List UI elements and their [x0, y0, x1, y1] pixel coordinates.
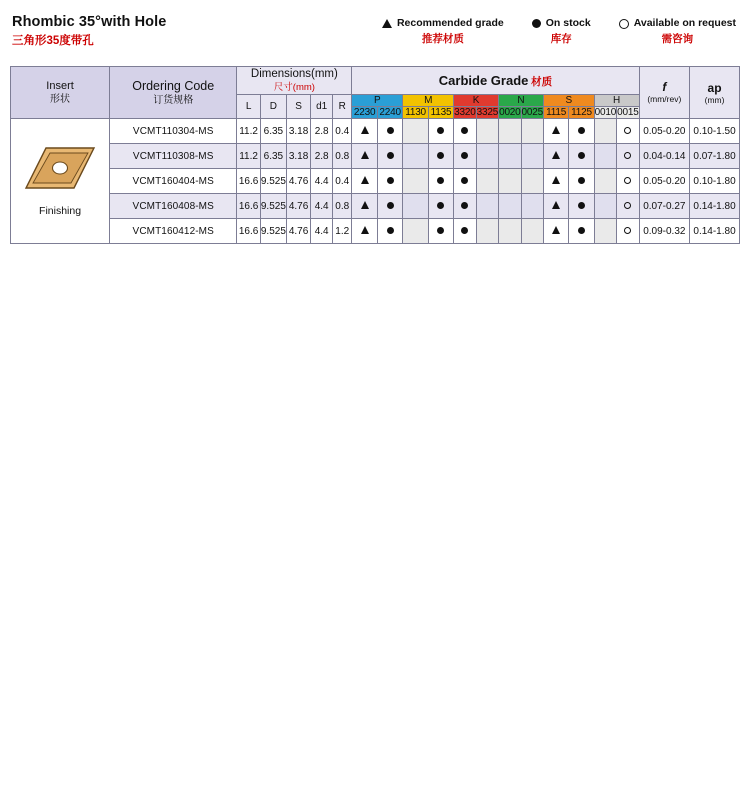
grade-mark-2240 — [377, 194, 403, 219]
dim-L: 16.6 — [237, 194, 261, 219]
grade-mark-3320 — [454, 119, 476, 144]
grade-mark-1125 — [569, 194, 594, 219]
grade-1125: 1125 — [569, 107, 594, 119]
table-row[interactable] — [11, 194, 740, 219]
grade-mark-1135 — [428, 119, 453, 144]
grade-mark-2230 — [352, 219, 378, 244]
grade-mark-0025 — [521, 169, 543, 194]
grade-mark-2230 — [352, 169, 378, 194]
rhombic-insert-icon — [23, 145, 97, 191]
legend-item-recommended — [382, 16, 504, 47]
grade-mark-3320 — [454, 219, 476, 244]
grade-mark-1130 — [403, 194, 428, 219]
table-body — [11, 119, 740, 244]
title-block — [10, 14, 166, 49]
page-title: Rhombic 35°with Hole — [12, 14, 167, 30]
header-carbide-en: Carbide Grade — [438, 73, 529, 88]
grade-2240: 2240 — [377, 107, 403, 119]
legend-label-cn: 推荐材质 — [421, 33, 464, 45]
grade-mark-0020 — [499, 169, 521, 194]
header-carbide-cn: 材质 — [531, 76, 553, 88]
grade-mark-1130 — [403, 219, 428, 244]
dim-S: 4.76 — [286, 194, 310, 219]
iso-group-N: N — [499, 95, 544, 107]
grade-0010: 0010 — [594, 107, 617, 118]
ordering-code: VCMT160404-MS — [110, 169, 237, 194]
grade-mark-0015 — [617, 219, 639, 244]
header-dimensions-cn: 尺寸(mm) — [273, 82, 315, 93]
legend — [382, 14, 740, 47]
dim-S: 4.76 — [286, 169, 310, 194]
table-header-row-1 — [11, 67, 740, 95]
grade-mark-3325 — [476, 219, 498, 244]
insert-label: Finishing — [39, 205, 82, 217]
table-row[interactable] — [11, 169, 740, 194]
grade-mark-3325 — [476, 119, 498, 144]
iso-group-H: H — [594, 95, 639, 107]
dim-R: 1.2 — [333, 219, 352, 244]
grade-mark-1130 — [403, 119, 428, 144]
grade-mark-0025 — [521, 144, 543, 169]
dim-d1: 4.4 — [311, 194, 333, 219]
grade-mark-1135 — [428, 194, 453, 219]
grade-mark-1125 — [569, 219, 594, 244]
dim-D: 9.525 — [260, 169, 286, 194]
grade-mark-0010 — [594, 169, 616, 194]
grade-mark-0025 — [521, 194, 543, 219]
grade-mark-1115 — [543, 169, 568, 194]
dim-R: 0.8 — [333, 144, 352, 169]
grade-1135: 1135 — [428, 107, 453, 119]
grade-mark-2240 — [377, 219, 403, 244]
grade-mark-3320 — [454, 194, 476, 219]
dim-d1: 2.8 — [311, 119, 333, 144]
grade-mark-1130 — [403, 169, 428, 194]
grade-mark-1115 — [543, 219, 568, 244]
ap-range: 0.10-1.50 — [690, 119, 740, 144]
ordering-code: VCMT110308-MS — [110, 144, 237, 169]
header-carbide-grade — [352, 67, 639, 95]
grade-mark-1115 — [543, 144, 568, 169]
grade-mark-0020 — [499, 119, 521, 144]
grade-mark-0015 — [617, 144, 639, 169]
grade-mark-3320 — [454, 169, 476, 194]
grade-mark-0020 — [499, 144, 521, 169]
dim-R: 0.4 — [333, 119, 352, 144]
grade-mark-2230 — [352, 119, 378, 144]
feed-range: 0.07-0.27 — [639, 194, 689, 219]
dim-d1: 4.4 — [311, 219, 333, 244]
header-dim-d1: d1 — [311, 95, 333, 119]
dim-R: 0.4 — [333, 169, 352, 194]
grade-mark-0015 — [617, 169, 639, 194]
grade-mark-0020 — [499, 194, 521, 219]
header-dim-S: S — [286, 95, 310, 119]
ap-range: 0.14-1.80 — [690, 194, 740, 219]
dim-d1: 4.4 — [311, 169, 333, 194]
header-insert-en: Insert — [46, 80, 74, 92]
legend-label: On stock — [545, 17, 591, 29]
legend-label: Available on request — [633, 17, 736, 29]
ordering-code: VCMT160408-MS — [110, 194, 237, 219]
grade-3325: 3325 — [476, 107, 499, 118]
dim-D: 9.525 — [260, 219, 286, 244]
grade-mark-3325 — [476, 169, 498, 194]
table-row[interactable] — [11, 144, 740, 169]
grade-0015: 0015 — [617, 107, 639, 118]
grade-mark-0020 — [499, 219, 521, 244]
grade-mark-1130 — [403, 144, 428, 169]
grade-mark-0010 — [594, 219, 616, 244]
dim-D: 9.525 — [260, 194, 286, 219]
iso-group-M: M — [403, 95, 454, 107]
header-dim-L: L — [237, 95, 261, 119]
grade-mark-0010 — [594, 144, 616, 169]
grade-1115: 1115 — [543, 107, 568, 119]
product-table — [10, 66, 740, 244]
grade-mark-1125 — [569, 169, 594, 194]
dim-L: 16.6 — [237, 169, 261, 194]
grade-3320: 3320 — [454, 107, 476, 118]
ap-range: 0.10-1.80 — [690, 169, 740, 194]
hollow-circle-icon — [619, 19, 629, 29]
grade-mark-3320 — [454, 144, 476, 169]
grade-mark-2240 — [377, 169, 403, 194]
header-ap-unit: (mm) — [704, 94, 725, 105]
header-ordering-en: Ordering Code — [132, 79, 215, 93]
grade-mark-0015 — [617, 194, 639, 219]
grade-0020: 0020 — [499, 107, 521, 118]
ap-range: 0.14-1.80 — [690, 219, 740, 244]
dim-S: 3.18 — [286, 119, 310, 144]
legend-label-cn: 需咨询 — [661, 33, 694, 45]
legend-item-on-request — [619, 16, 736, 47]
dim-L: 11.2 — [237, 144, 261, 169]
header-dimensions — [237, 67, 352, 95]
iso-group-K: K — [454, 95, 499, 107]
legend-label: Recommended grade — [396, 17, 504, 29]
grade-mark-0025 — [521, 119, 543, 144]
grade-mark-0010 — [594, 119, 616, 144]
grade-1130: 1130 — [403, 107, 428, 119]
grade-mark-2240 — [377, 119, 403, 144]
grade-0025: 0025 — [521, 107, 543, 118]
header-insert-cn: 形状 — [50, 94, 71, 105]
header-ap — [690, 67, 740, 119]
grade-mark-2230 — [352, 194, 378, 219]
header-feed — [639, 67, 689, 119]
iso-group-S: S — [543, 95, 594, 107]
page-title-cn: 三角形35度带孔 — [12, 35, 94, 47]
dim-R: 0.8 — [333, 194, 352, 219]
grade-mark-3325 — [476, 144, 498, 169]
grade-mark-0010 — [594, 194, 616, 219]
dim-L: 11.2 — [237, 119, 261, 144]
legend-label-cn: 库存 — [550, 33, 572, 45]
dim-D: 6.35 — [260, 144, 286, 169]
grade-mark-0015 — [617, 119, 639, 144]
header-feed-unit: (mm/rev) — [647, 93, 682, 104]
ordering-code: VCMT160412-MS — [110, 219, 237, 244]
ap-range: 0.07-1.80 — [690, 144, 740, 169]
table-row[interactable] — [11, 219, 740, 244]
grade-mark-2240 — [377, 144, 403, 169]
grade-mark-1125 — [569, 119, 594, 144]
header-dim-D: D — [260, 95, 286, 119]
insert-illustration-cell — [11, 119, 110, 244]
ordering-code: VCMT110304-MS — [110, 119, 237, 144]
header-feed-symbol: f — [662, 79, 667, 94]
feed-range: 0.05-0.20 — [639, 169, 689, 194]
table-row[interactable] — [11, 119, 740, 144]
grade-mark-1115 — [543, 119, 568, 144]
legend-item-on-stock — [532, 16, 591, 47]
header-ap-symbol: ap — [707, 80, 722, 95]
dim-S: 3.18 — [286, 144, 310, 169]
triangle-icon — [382, 19, 392, 28]
iso-group-P: P — [352, 95, 403, 107]
grade-mark-1135 — [428, 169, 453, 194]
dim-D: 6.35 — [260, 119, 286, 144]
header-insert — [11, 67, 110, 119]
dim-d1: 2.8 — [311, 144, 333, 169]
feed-range: 0.09-0.32 — [639, 219, 689, 244]
dim-L: 16.6 — [237, 219, 261, 244]
grade-mark-1115 — [543, 194, 568, 219]
header-ordering-cn: 订货规格 — [153, 95, 194, 106]
feed-range: 0.04-0.14 — [639, 144, 689, 169]
grade-mark-2230 — [352, 144, 378, 169]
grade-2230: 2230 — [352, 107, 378, 119]
dim-S: 4.76 — [286, 219, 310, 244]
header-ordering-code — [110, 67, 237, 119]
grade-mark-1135 — [428, 144, 453, 169]
header-dim-R: R — [333, 95, 352, 119]
page-header — [10, 14, 740, 60]
grade-mark-1135 — [428, 219, 453, 244]
header-dimensions-en: Dimensions(mm) — [250, 68, 338, 80]
feed-range: 0.05-0.20 — [639, 119, 689, 144]
grade-mark-0025 — [521, 219, 543, 244]
filled-circle-icon — [532, 19, 541, 28]
grade-mark-3325 — [476, 194, 498, 219]
grade-mark-1125 — [569, 144, 594, 169]
